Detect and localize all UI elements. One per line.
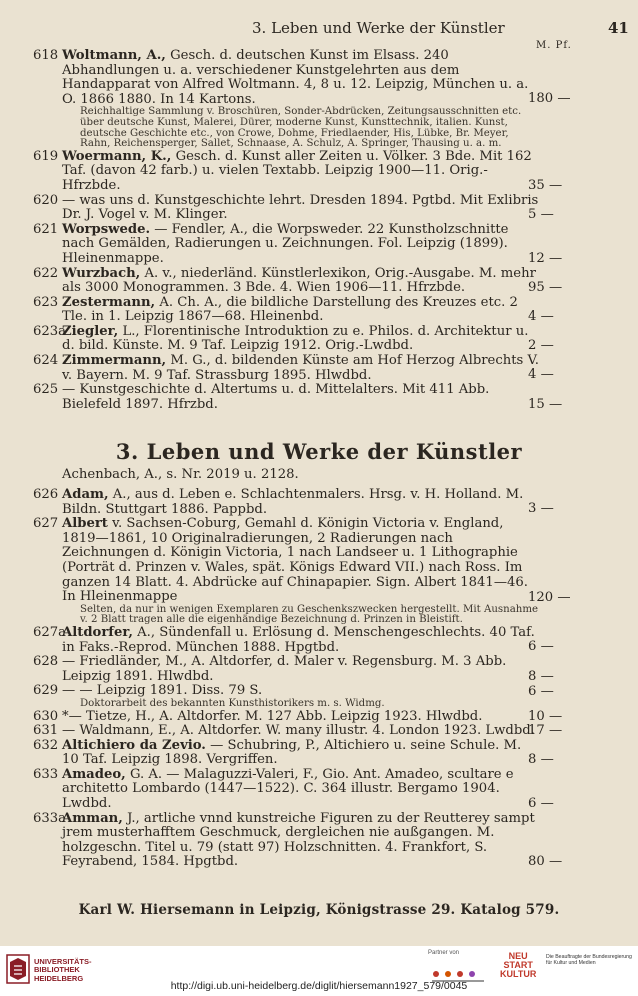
- neustart-line-2: START: [503, 960, 533, 970]
- entry-text: [62, 383, 540, 412]
- entry-list-top: [0, 49, 638, 412]
- entry-number: 628: [33, 654, 59, 670]
- catalog-entry: [0, 49, 638, 150]
- catalog-footer: Karl W. Hiersemann in Leipzig, Königstrasse 29. Katalog 579.: [78, 902, 560, 918]
- crossref-entry: [62, 467, 299, 482]
- entry-number: 622: [33, 265, 59, 281]
- entry-text: [62, 812, 540, 870]
- catalog-entry: [0, 383, 638, 412]
- entry-price: 5 —: [528, 206, 554, 222]
- running-header-title: 3. Leben und Werke der Künstler: [252, 19, 505, 37]
- crossref-name: Achenbach,: [62, 467, 141, 482]
- entry-description: L., Florentinische Introduktion zu e. Philos. d. Architektur u. d. bild. Künste. M. 9 Taf. Leipzig 1912. Orig.-Lwdbd.: [62, 323, 529, 354]
- entry-description: Gesch. d. Kunst aller Zeiten u. Völker. 3 Bde. Mit 162 Taf. (davon 42 farb.) u. vielen Textabb. Leipzig 1900—11. Orig.-Hfrzbde.: [62, 148, 532, 193]
- entry-price: 4 —: [528, 309, 554, 325]
- entry-author: Zimmermann,: [62, 353, 167, 369]
- entry-author: Amman,: [62, 810, 123, 826]
- entry-author: Altichiero da Zevio.: [62, 737, 206, 753]
- entry-text: [62, 194, 540, 223]
- entry-description: — Fendler, A., die Worpsweder. 22 Kunstholzschnitte nach Gemälden, Radierungen u. Zeichnungen. Fol. Leipzig (1899). Hleinenmappe.: [62, 221, 509, 266]
- entry-note: Doktorarbeit des bekannten Kunsthistorikers m. s. Widmg.: [80, 697, 385, 709]
- entry-list-bottom-items: [0, 488, 638, 870]
- entry-text: [62, 488, 540, 517]
- entry-author: Wurzbach,: [62, 265, 141, 281]
- entry-author: Woermann, K.,: [62, 148, 172, 164]
- neustart-line-3: KULTUR: [500, 969, 537, 979]
- currency-label: M. Pf.: [536, 40, 572, 51]
- entry-author: Zestermann,: [62, 294, 156, 310]
- entry-text: [62, 626, 540, 655]
- catalog-entry: [0, 739, 638, 768]
- catalog-entry: [0, 223, 638, 267]
- catalog-entry: [0, 296, 638, 325]
- entry-number: 633: [33, 766, 59, 782]
- entry-author: Ziegler,: [62, 323, 119, 339]
- entry-price: 120 —: [528, 589, 571, 605]
- entry-number: 633a: [33, 810, 67, 826]
- entry-price: 10 —: [528, 708, 563, 724]
- entry-number: 631: [33, 723, 59, 739]
- entry-number: 629: [33, 683, 59, 699]
- entry-text: [62, 354, 540, 383]
- entry-price: 35 —: [528, 178, 563, 194]
- entry-description: J., artliche vnnd kunstreiche Figuren zu der Reutterey sampt jrem musterhafftem Geschmuck, dergleichen nie außgangen. M. holzgeschn. Titel u. 79 (statt 97) Holzschnitten. 4. Frankfort, S. Feyrabend, 1584. Hpgtbd.: [62, 810, 535, 870]
- catalog-entry: [0, 325, 638, 354]
- entry-text: [62, 655, 540, 684]
- entry-number: 627a: [33, 624, 67, 640]
- entry-description: A., Sündenfall u. Erlösung d. Menschengeschlechts. 40 Taf. in Faks.-Reprod. München 1888. Hpgtbd.: [62, 624, 535, 655]
- entry-text: [62, 724, 540, 739]
- entry-price: 2 —: [528, 338, 554, 354]
- entry-description: M. G., d. bildenden Künste am Hof Herzog Albrechts V. v. Bayern. M. 9 Taf. Strassburg 1895. Hlwdbd.: [62, 353, 539, 383]
- entry-price: 17 —: [528, 723, 563, 739]
- crossref-text: A., s. Nr. 2019 u. 2128.: [144, 467, 299, 482]
- catalog-entry: [0, 812, 638, 870]
- entry-description: Gesch. d. deutschen Kunst im Elsass. 240 Abhandlungen u. a. verschiedener Kunstgelehrten aus dem Handapparat von Alfred Woltmann. 4, 8 u. 12. Leipzig, München u. a. O. 1866 1880. In 14 Kartons.: [62, 48, 529, 107]
- entry-number: 619: [33, 148, 59, 164]
- entry-description: — — Leipzig 1891. Diss. 79 S.: [62, 683, 263, 699]
- entry-description: — Friedländer, M., A. Altdorfer, d. Maler v. Regensburg. M. 3 Abb. Leipzig 1891. Hlwdbd.: [62, 654, 507, 684]
- catalog-entry: [0, 488, 638, 517]
- entry-description: G. A. — Malaguzzi-Valeri, F., Gio. Ant. Amadeo, scultare e architetto Lombardo (1447—1522). C. 364 illustr. Bergamo 1904. Lwdbd.: [62, 766, 514, 812]
- entry-author: Amadeo,: [62, 766, 126, 782]
- neustart-line-1: NEU: [508, 951, 528, 961]
- entry-author: Woltmann, A.,: [62, 48, 166, 63]
- entry-description: A. v., niederländ. Künstlerlexikon, Orig.-Ausgabe. M. mehr als 3000 Monogrammen. 3 Bde. 4. Wien 1906—11. Hfrzbde.: [62, 265, 536, 296]
- entry-description: A., aus d. Leben e. Schlachtenmalers. Hrsg. v. H. Holland. M. Bildn. Stuttgart 1886. Pappbd.: [62, 487, 524, 517]
- entry-text: [62, 49, 540, 107]
- entry-price: 3 —: [528, 501, 554, 517]
- entry-author: Worpswede.: [62, 221, 151, 237]
- entry-author: Albert: [62, 516, 108, 532]
- entry-description: v. Sachsen-Coburg, Gemahl d. Königin Victoria v. England, 1819—1861, 10 Originalradierungen, 2 Radierungen nach Zeichnungen d. Königin Victoria, 1 nach Landseer u. 1 Lithographie (Porträt d. Prinzen v. Wales, spät. Königs Edward VII.) nach Ross. Im ganzen 14 Blatt. 4. Abdrücke auf Chinapapier. Sign. Albert 1841—46. In Hleinenmappe: [62, 516, 528, 605]
- entry-text: [62, 739, 540, 768]
- entry-description: A. Ch. A., die bildliche Darstellung des Kreuzes etc. 2 Tle. in 1. Leipzig 1867—68. Hleinenbd.: [62, 294, 518, 325]
- entry-number: 627: [33, 516, 59, 532]
- entry-number: 621: [33, 221, 59, 237]
- section-title: 3. Leben und Werke der Künstler: [115, 439, 523, 464]
- library-line-2: BIBLIOTHEK: [34, 965, 80, 975]
- entry-number: 626: [33, 487, 59, 502]
- catalog-entry: [0, 354, 638, 383]
- permalink[interactable]: http://digi.ub.uni-heidelberg.de/diglit/hiersemann1927_579/0045: [170, 980, 468, 992]
- catalog-entry: [0, 626, 638, 655]
- entry-text: [62, 768, 540, 812]
- entry-number: 623: [33, 294, 59, 310]
- neustart-kultur-logo: [500, 952, 536, 979]
- entry-note: Selten, da nur in wenigen Exemplaren zu Geschenkszwecken hergestellt. Mit Ausnahme v. 2 Blatt tragen alle die eigenhändige Bezeichnung d. Prinzen in Bleistift.: [80, 603, 539, 626]
- entry-number: 630: [33, 708, 59, 724]
- entry-price: 95 —: [528, 279, 563, 295]
- entry-text: [62, 710, 540, 725]
- entry-price: 6 —: [528, 683, 554, 699]
- entry-description: — Kunstgeschichte d. Altertums u. d. Mittelalters. Mit 411 Abb. Bielefeld 1897. Hfrzbd.: [62, 382, 490, 412]
- entry-price: 180 —: [528, 91, 571, 107]
- entry-number: 632: [33, 737, 59, 753]
- entry-text: [62, 684, 540, 699]
- catalog-entry: [0, 267, 638, 296]
- catalog-entry: [0, 517, 638, 626]
- entry-description: — was uns d. Kunstgeschichte lehrt. Dresden 1894. Pgtbd. Mit Exlibris Dr. J. Vogel v. M. Klinger.: [62, 192, 539, 223]
- catalog-entry: [0, 655, 638, 684]
- catalog-entry: [0, 710, 638, 725]
- entry-text: [62, 223, 540, 267]
- catalog-entry: [0, 684, 638, 709]
- entry-price: 6 —: [528, 639, 554, 655]
- catalog-entry: [0, 150, 638, 194]
- entry-number: 618: [33, 48, 59, 63]
- entry-price: 4 —: [528, 367, 554, 383]
- entry-price: 8 —: [528, 668, 554, 684]
- entry-description: *— Tietze, H., A. Altdorfer. M. 127 Abb. Leipzig 1923. Hlwdbd.: [62, 708, 483, 724]
- catalog-entry: [0, 768, 638, 812]
- entry-price: 15 —: [528, 396, 563, 412]
- partner-label: Partner von: [428, 950, 460, 956]
- entry-description: — Schubring, P., Altichiero u. seine Schule. M. 10 Taf. Leipzig 1898. Vergriffen.: [62, 737, 522, 768]
- entry-number: 623a: [33, 323, 67, 339]
- entry-author: Altdorfer,: [62, 624, 133, 640]
- entry-text: [62, 296, 540, 325]
- catalog-entry: [0, 194, 638, 223]
- entry-text: [62, 325, 540, 354]
- entry-text: [62, 150, 540, 194]
- entry-author: Adam,: [62, 487, 109, 502]
- entry-text: [62, 267, 540, 296]
- library-line-3: HEIDELBERG: [34, 973, 84, 983]
- entry-description: — Waldmann, E., A. Altdorfer. W. many illustr. 4. London 1923. Lwdbd.: [62, 723, 535, 739]
- catalog-entry: [0, 724, 638, 739]
- entry-price: 6 —: [528, 796, 554, 812]
- page-number: 41: [608, 19, 629, 37]
- library-line-1: UNIVERSITÄTS-: [34, 957, 92, 966]
- entry-price: 80 —: [528, 854, 563, 870]
- entry-text: [62, 517, 540, 605]
- entry-price: 12 —: [528, 251, 563, 267]
- entry-note: Reichhaltige Sammlung v. Broschüren, Sonder-Abdrücken, Zeitungsausschnitten etc. über deutsche Kunst, Malerei, Dürer, moderne Kunst, Kunsttechnik, italien. Kunst, deutsche Geschichte etc., von Crowe, Dohme, Friedlaender, His, Lübke, Br. Meyer, Rahn, Reichensperger, Sallet, Schnaase, A. Schulz, A. Springer, Thausing u. a. m.: [80, 106, 522, 150]
- entry-number: 620: [33, 192, 59, 208]
- entry-price: 8 —: [528, 752, 554, 768]
- entry-number: 625: [33, 382, 59, 398]
- running-header: [0, 19, 638, 39]
- bkm-logo-text: Die Beauftragte der Bundesregierung für Kultur und Medien: [546, 954, 632, 966]
- entry-number: 624: [33, 353, 59, 369]
